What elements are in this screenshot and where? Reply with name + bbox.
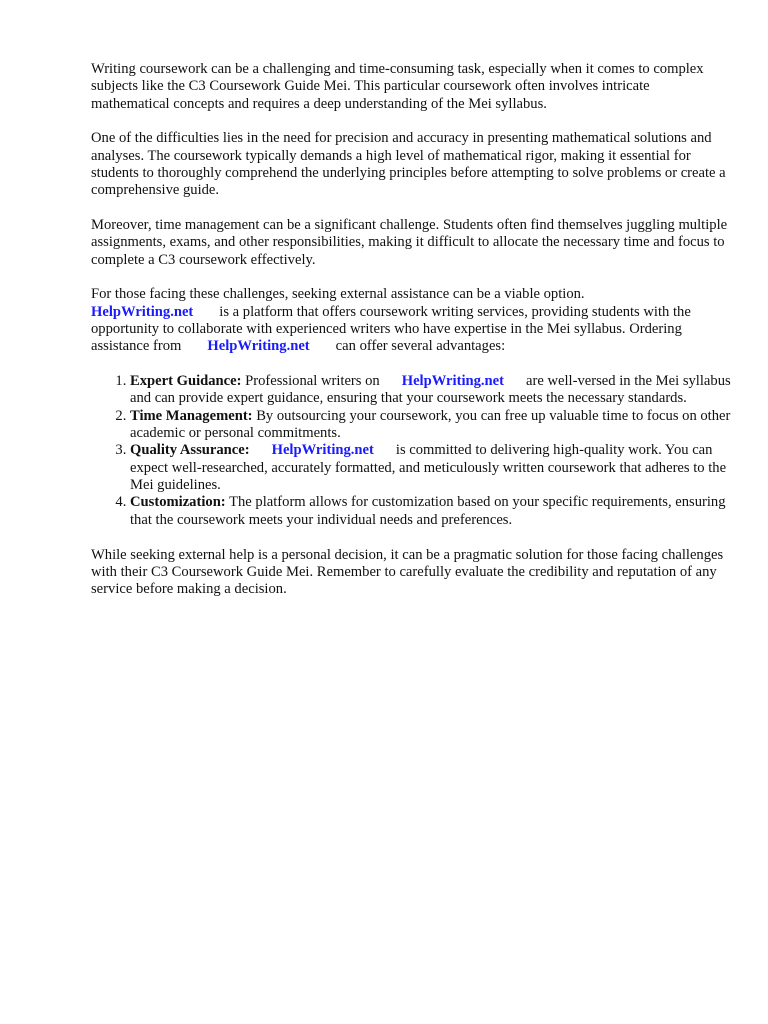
list-item-customization (130, 494, 731, 529)
document-page (91, 61, 731, 616)
term-time-management: Time Management: (130, 407, 253, 424)
item1-post: are well-versed in the Mei syllabus and can provide expert guidance, ensuring that your coursework meets the necessary standards. (130, 373, 731, 407)
list-item-expert-guidance (130, 373, 731, 408)
assistance-lead: For those facing these challenges, seeking external assistance can be a viable option. (91, 286, 585, 303)
assistance-tail: can offer several advantages: (335, 338, 506, 355)
difficulties-paragraph: One of the difficulties lies in the need for precision and accuracy in presenting mathematical solutions and analyses. The coursework typically demands a high level of mathematical rigor, making it essential for students to thoroughly comprehend the underlying principles before attempting to solve problems or create a comprehensive guide. (91, 130, 726, 199)
list-item-quality-assurance (130, 442, 731, 494)
time-management-paragraph: Moreover, time management can be a significant challenge. Students often find themselves juggling multiple assignments, exams, and other responsibilities, making it difficult to allocate the necessary time and focus to complete a C3 coursework effectively. (91, 217, 728, 268)
closing-paragraph: While seeking external help is a personal decision, it can be a pragmatic solution for those facing challenges with their C3 Coursework Guide Mei. Remember to carefully evaluate the credibility and reputation of any service before making a decision. (91, 546, 724, 598)
intro-paragraph: Writing coursework can be a challenging and time-consuming task, especially when it comes to complex subjects like the C3 Coursework Guide Mei. This particular coursework often involves intricate mathematical concepts and requires a deep understanding of the Mei syllabus. (91, 61, 704, 112)
advantages-list (91, 373, 731, 529)
assistance-mid: is a platform that offers coursework writing services, providing students with the opportunity to collaborate with experienced writers who have expertise in the Mei syllabus. Ordering assistance from (91, 303, 691, 355)
helpwriting-link[interactable]: HelpWriting.net (91, 303, 194, 320)
helpwriting-link-3[interactable]: HelpWriting.net (401, 373, 505, 390)
item2-text: By outsourcing your coursework, you can free up valuable time to focus on other academic or personal commitments. (130, 407, 731, 442)
item1-pre: Professional writers on (245, 373, 380, 390)
helpwriting-link-4[interactable]: HelpWriting.net (271, 442, 374, 459)
helpwriting-link-2[interactable]: HelpWriting.net (207, 338, 310, 355)
term-customization: Customization: (130, 494, 226, 511)
item4-text: The platform allows for customization based on your specific requirements, ensuring that the coursework meets your individual needs and preferences. (130, 494, 726, 528)
item3-post: is committed to delivering high-quality work. You can expect well-researched, accurately formatted, and meticulously written coursework that adheres to the Mei guidelines. (130, 442, 727, 493)
term-quality-assurance: Quality Assurance: (130, 442, 250, 459)
assistance-paragraph (91, 286, 731, 355)
list-item-time-management (130, 408, 731, 443)
term-expert-guidance: Expert Guidance: (130, 373, 242, 390)
